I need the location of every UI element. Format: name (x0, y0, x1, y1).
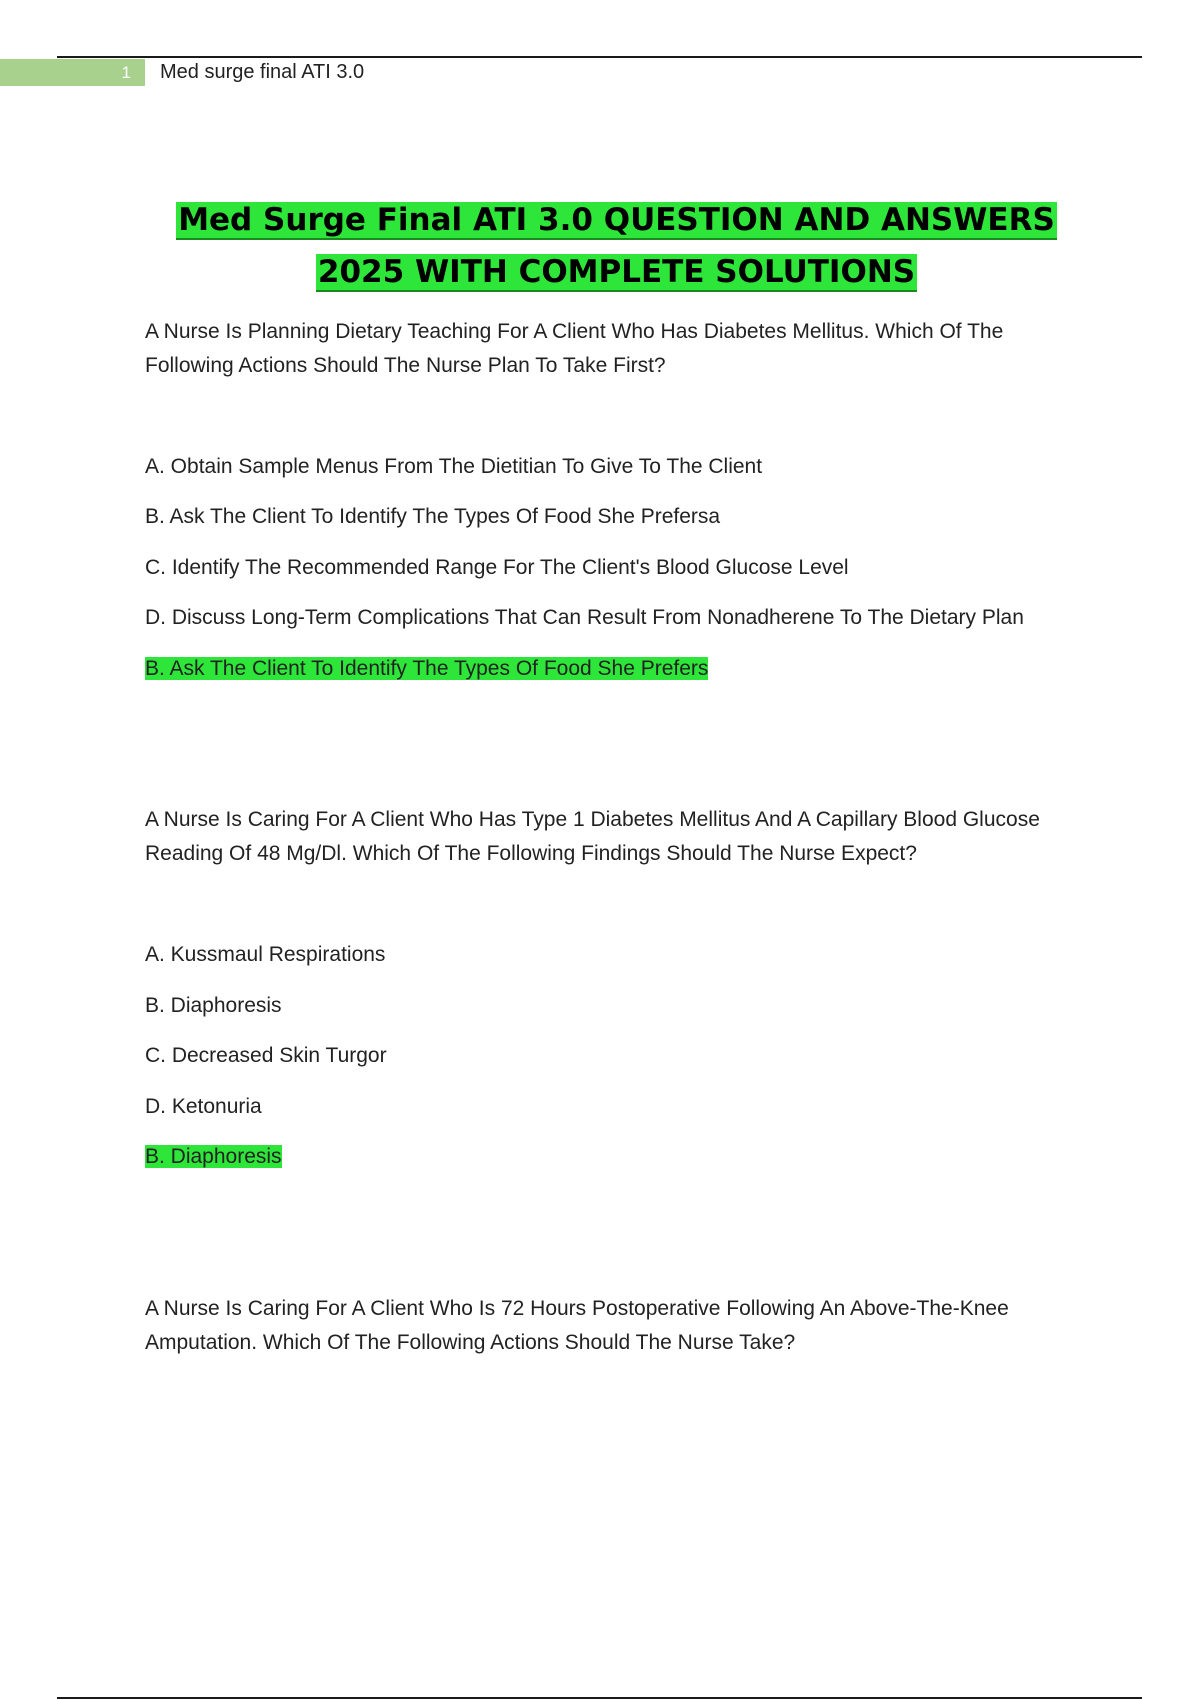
page-number: 1 (0, 59, 145, 86)
question-2-option-b: B. Diaphoresis (145, 994, 282, 1017)
document-title-line-1: Med Surge Final ATI 3.0 QUESTION AND ANSWERS (178, 202, 1055, 238)
question-3-text: A Nurse Is Caring For A Client Who Is 72 Hours Postoperative Following An Above-The-Knee Amputation. Which Of The Following Actions Should The Nurse Take? (145, 1297, 1009, 1354)
question-1-text: A Nurse Is Planning Dietary Teaching For A Client Who Has Diabetes Mellitus. Which Of The Following Actions Should The Nurse Plan To Take First? (145, 320, 1004, 377)
question-1-answer-highlight: B. Ask The Client To Identify The Types Of Food She Prefers (145, 657, 709, 680)
question-1-option-c: C. Identify The Recommended Range For The Client's Blood Glucose Level (145, 556, 849, 579)
header-rule (57, 56, 1142, 58)
question-2-text: A Nurse Is Caring For A Client Who Has Type 1 Diabetes Mellitus And A Capillary Blood Glucose Reading Of 48 Mg/Dl. Which Of The Following Findings Should The Nurse Expect? (145, 808, 1040, 865)
question-2-option-c: C. Decreased Skin Turgor (145, 1044, 387, 1067)
question-1-option-a: A. Obtain Sample Menus From The Dietitian To Give To The Client (145, 455, 763, 478)
question-2-answer-highlight: B. Diaphoresis (145, 1145, 282, 1168)
footer-rule (57, 1697, 1142, 1699)
header-title: Med surge final ATI 3.0 (160, 61, 365, 83)
question-1-answer (145, 654, 708, 684)
question-2-option-a: A. Kussmaul Respirations (145, 943, 386, 966)
question-1-option-d: D. Discuss Long-Term Complications That Can Result From Nonadherene To The Dietary Plan (145, 606, 1024, 629)
document-title (100, 194, 1133, 298)
question-1-option-b: B. Ask The Client To Identify The Types Of Food She Prefersa (145, 505, 721, 528)
document-title-line-2: 2025 WITH COMPLETE SOLUTIONS (317, 254, 916, 290)
question-2-answer (145, 1142, 282, 1172)
question-2-option-d: D. Ketonuria (145, 1095, 262, 1118)
